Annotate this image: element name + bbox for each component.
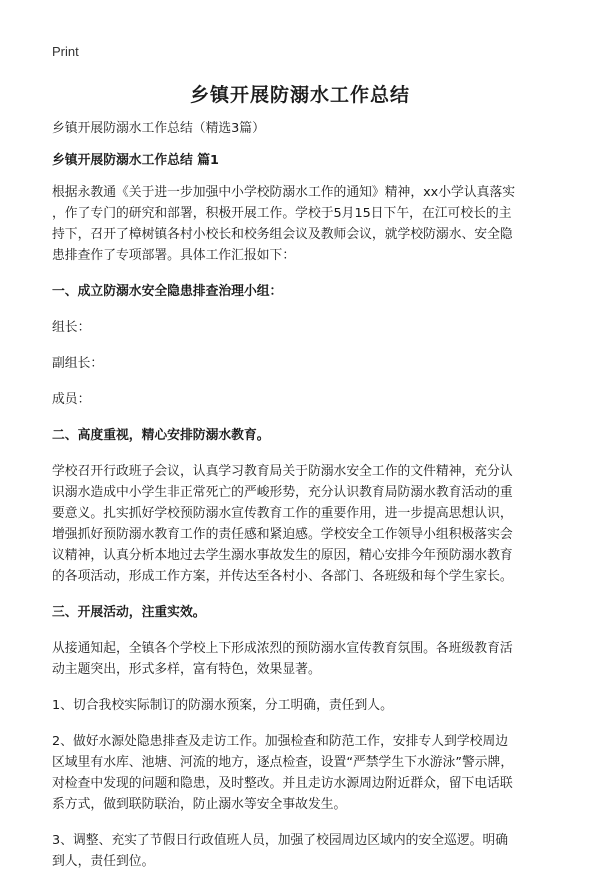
paragraph-line: 3、调整、充实了节假日行政值班人员，加强了校园周边区域内的安全巡逻。明确	[52, 833, 509, 848]
paragraph-line: 持下，召开了樟树镇各村小校长和校务组会议及教师会议，就学校防溺水、安全隐	[52, 227, 513, 242]
paragraph-line: 根据永教通《关于进一步加强中小学校防溺水工作的通知》精神，xx小学认真落实	[52, 185, 516, 200]
document-body	[52, 118, 554, 872]
heading-three: 三、开展活动，注重实效。	[52, 605, 206, 620]
paragraph-line: 区域里有水库、池塘、河流的地方，逐点检查，设置“严禁学生下水游泳”警示牌，	[52, 755, 514, 770]
paragraph-line: 从接通知起，全镇各个学校上下形成浓烈的预防溺水宣传教育氛围。各班级教育活	[52, 641, 513, 656]
paragraph-line: 要意义。扎实抓好学校预防溺水宣传教育工作的重要作用，进一步提高思想认识，	[52, 506, 513, 521]
document-title: 乡镇开展防溺水工作总结	[189, 84, 410, 106]
paragraph-line: 患排查作了专项部署。具体工作汇报如下：	[52, 248, 296, 263]
paragraph-three	[52, 638, 554, 680]
vice-leader-line: 副组长：	[52, 356, 104, 371]
paragraph-line: 到人，责任到位。	[52, 854, 155, 869]
paragraph-line: 1、切合我校实际制订的防溺水预案，分工明确，责任到人。	[52, 698, 393, 713]
paragraph-line: 2、做好水源处隐患排查及走访工作。加强检查和防范工作，安排专人到学校周边	[52, 734, 509, 749]
section-title: 乡镇开展防溺水工作总结 篇1	[52, 153, 219, 168]
paragraph-line: ，作了专门的研究和部署，积极开展工作。学校于5月15日下午，在江可校长的主	[52, 206, 512, 221]
intro-paragraph	[52, 182, 554, 266]
paragraph-line: 对检查中发现的问题和隐患，及时整改。并且走访水源周边附近群众，留下电话联	[52, 776, 513, 791]
paragraph-line: 增强抓好预防溺水教育工作的责任感和紧迫感。学校安全工作领导小组积极落实会	[52, 527, 513, 542]
list-item-two	[52, 731, 554, 815]
paragraph-line: 系方式，做到联防联治，防止溺水等安全事故发生。	[52, 797, 347, 812]
print-label: Print	[52, 44, 79, 59]
paragraph-line: 议精神，认真分析本地过去学生溺水事故发生的原因，精心安排今年预防溺水教育	[52, 548, 513, 563]
heading-two: 二、高度重视，精心安排防溺水教育。	[52, 428, 270, 443]
members-line: 成员：	[52, 392, 91, 407]
paragraph-two	[52, 461, 554, 587]
list-item-three	[52, 830, 554, 872]
heading-one: 一、成立防溺水安全隐患排查治理小组：	[52, 284, 283, 299]
leader-line: 组长：	[52, 320, 91, 335]
paragraph-line: 动主题突出，形式多样，富有特色，效果显著。	[52, 662, 321, 677]
paragraph-line: 的各项活动，形成工作方案，并传达至各村小、各部门、各班级和每个学生家长。	[52, 569, 513, 584]
paragraph-line: 识溺水造成中小学生非正常死亡的严峻形势，充分认识教育局防溺水教育活动的重	[52, 485, 513, 500]
list-item-one	[52, 695, 554, 716]
document-subtitle: 乡镇开展防溺水工作总结（精选3篇）	[52, 121, 265, 136]
paragraph-line: 学校召开行政班子会议，认真学习教育局关于防溺水安全工作的文件精神，充分认	[52, 464, 513, 479]
